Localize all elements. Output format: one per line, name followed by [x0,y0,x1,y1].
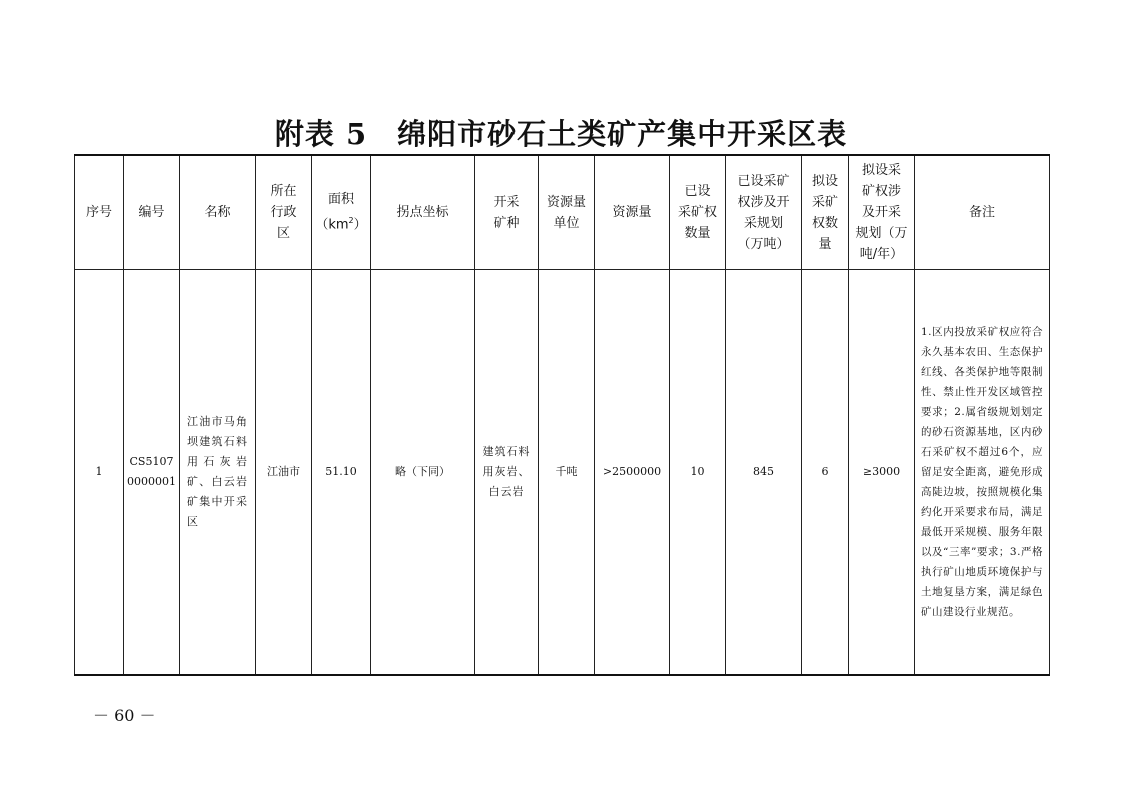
page-title: 附表 5 绵阳市砂石土类矿产集中开采区表 [274,117,848,151]
header-resource-unit: 资源量 单位 [539,155,595,270]
cell-remarks: 1.区内投放采矿权应符合永久基本农田、生态保护红线、各类保护地等限制性、禁止性开发区域管控要求；2.属省级规划划定的砂石资源基地，区内砂石采矿权不超过6个，应留足安全距离，避免形成高陡边坡，按照规模化集约化开采要求布局，满足最低开采规模、服务年限以及“三率”要求；3.严格执行矿山地质环境保护与土地复垦方案，满足绿色矿山建设行业规范。 [915,270,1050,676]
cell-planned-plan: ≥3000 [849,270,915,676]
cell-mineral: 建筑石料用灰岩、白云岩 [475,270,539,676]
mining-area-table [74,154,1050,676]
cell-admin-region: 江油市 [256,270,312,676]
header-existing-plan: 已设采矿 权涉及开 采规划 （万吨） [726,155,802,270]
cell-name: 江油市马角坝建筑石料用石灰岩矿、白云岩矿集中开采区 [180,270,256,676]
cell-existing-rights: 10 [670,270,726,676]
cell-area: 51.10 [312,270,371,676]
cell-seq: 1 [75,270,124,676]
header-existing-rights: 已设 采矿权 数量 [670,155,726,270]
header-resource: 资源量 [595,155,670,270]
header-planned-plan: 拟设采 矿权涉 及开采 规划（万 吨/年） [849,155,915,270]
header-area: 面积 $(km^2)$ [312,155,371,270]
page-number: － 60 － [93,706,156,725]
header-seq: 序号 [75,155,124,270]
header-remarks: 备注 [915,155,1050,270]
header-admin-region: 所在 行政 区 [256,155,312,270]
header-name: 名称 [180,155,256,270]
cell-coordinates: 略（下同） [371,270,475,676]
header-mineral: 开采 矿种 [475,155,539,270]
header-row [75,155,1050,270]
cell-resource-unit: 千吨 [539,270,595,676]
header-code: 编号 [124,155,180,270]
cell-planned-rights: 6 [802,270,849,676]
cell-existing-plan: 845 [726,270,802,676]
header-coordinates: 拐点坐标 [371,155,475,270]
header-planned-rights: 拟设 采矿 权数 量 [802,155,849,270]
cell-resource: >2500000 [595,270,670,676]
cell-code: CS5107 0000001 [124,270,180,676]
table-row [75,270,1050,676]
